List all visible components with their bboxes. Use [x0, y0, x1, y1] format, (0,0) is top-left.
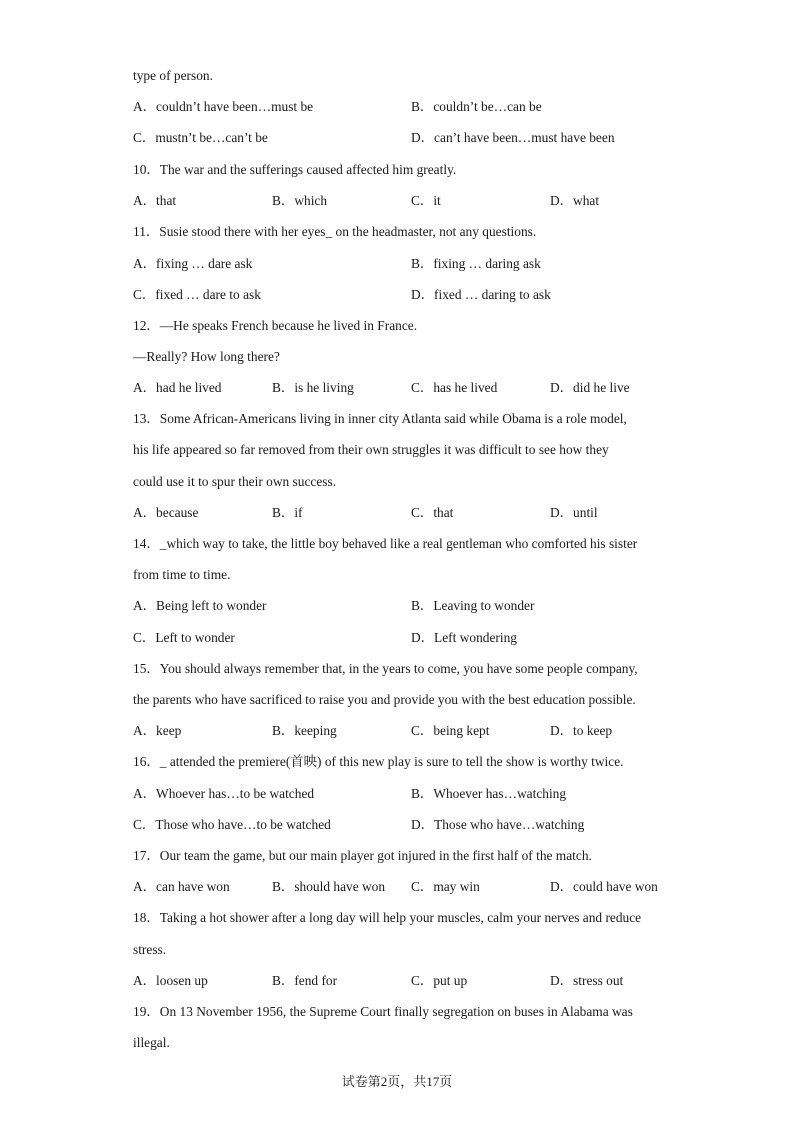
question-19-text-2: illegal. [133, 1035, 170, 1050]
q9-option-a: A．couldn’t have been…must be [133, 99, 314, 114]
q10-option-b: B．which [272, 193, 328, 208]
q15-option-b: B．keeping [272, 723, 337, 738]
q16-option-c: C．Those who have…to be watched [133, 817, 331, 832]
q12-option-d: D．did he live [550, 380, 630, 395]
question-13-text-2: his life appeared so far removed from their own struggles it was difficult to see how they [133, 442, 609, 457]
question-14-text-1: 14．_which way to take, the little boy behaved like a real gentleman who comforted his sister [133, 536, 638, 551]
question-18-text-1: 18．Taking a hot shower after a long day will help your muscles, calm your nerves and reduce [133, 910, 642, 925]
page-footer: 试卷第2页，共17页 [341, 1074, 453, 1089]
question-19-text-1: 19．On 13 November 1956, the Supreme Court finally segregation on buses in Alabama was [133, 1004, 633, 1019]
q17-option-b: B．should have won [272, 879, 386, 894]
question-12-text: 12．—He speaks French because he lived in France. [133, 318, 418, 333]
q14-option-b: B．Leaving to wonder [411, 598, 535, 613]
q13-option-a: A．because [133, 505, 199, 520]
q14-option-c: C．Left to wonder [133, 630, 235, 645]
question-16-text: 16．_ attended the premiere(首映) of this new play is sure to tell the show is worthy twice. [133, 754, 624, 769]
q15-option-c: C．being kept [411, 723, 490, 738]
q15-option-d: D．to keep [550, 723, 613, 738]
question-12-reply: —Really? How long there? [133, 349, 280, 364]
q18-option-a: A．loosen up [133, 973, 208, 988]
question-17-text: 17．Our team the game, but our main player got injured in the first half of the match. [133, 848, 592, 863]
q11-option-a: A．fixing … dare ask [133, 256, 253, 271]
q9-option-c: C．mustn’t be…can’t be [133, 130, 268, 145]
question-9-text-end: type of person. [133, 68, 213, 83]
q18-option-d: D．stress out [550, 973, 624, 988]
q17-option-c: C．may win [411, 879, 480, 894]
question-15-text-2: the parents who have sacrificed to raise you and provide you with the best education possible. [133, 692, 636, 707]
q9-option-d: D．can’t have been…must have been [411, 130, 615, 145]
q12-option-b: B．is he living [272, 380, 354, 395]
question-13-text-1: 13．Some African-Americans living in inner city Atlanta said while Obama is a role model, [133, 411, 627, 426]
q10-option-d: D．what [550, 193, 600, 208]
q10-option-a: A．that [133, 193, 177, 208]
q16-option-b: B．Whoever has…watching [411, 786, 567, 801]
q13-option-c: C．that [411, 505, 454, 520]
q13-option-b: B．if [272, 505, 303, 520]
q12-option-c: C．has he lived [411, 380, 498, 395]
q16-option-a: A．Whoever has…to be watched [133, 786, 315, 801]
q18-option-c: C．put up [411, 973, 468, 988]
question-10-text: 10．The war and the sufferings caused affected him greatly. [133, 162, 457, 177]
q18-option-b: B．fend for [272, 973, 338, 988]
question-15-text-1: 15．You should always remember that, in the years to come, you have some people company, [133, 661, 638, 676]
q15-option-a: A．keep [133, 723, 182, 738]
question-14-text-2: from time to time. [133, 567, 231, 582]
q13-option-d: D．until [550, 505, 598, 520]
question-11-text: 11．Susie stood there with her eyes_ on the headmaster, not any questions. [133, 224, 537, 239]
q10-option-c: C．it [411, 193, 441, 208]
q12-option-a: A．had he lived [133, 380, 222, 395]
q14-option-a: A．Being left to wonder [133, 598, 267, 613]
q9-option-b: B．couldn’t be…can be [411, 99, 542, 114]
q17-option-d: D．could have won [550, 879, 658, 894]
question-18-text-2: stress. [133, 942, 167, 957]
q14-option-d: D．Left wondering [411, 630, 517, 645]
q17-option-a: A．can have won [133, 879, 230, 894]
q11-option-c: C．fixed … dare to ask [133, 287, 261, 302]
question-13-text-3: could use it to spur their own success. [133, 474, 337, 489]
q16-option-d: D．Those who have…watching [411, 817, 585, 832]
q11-option-d: D．fixed … daring to ask [411, 287, 551, 302]
q11-option-b: B．fixing … daring ask [411, 256, 541, 271]
